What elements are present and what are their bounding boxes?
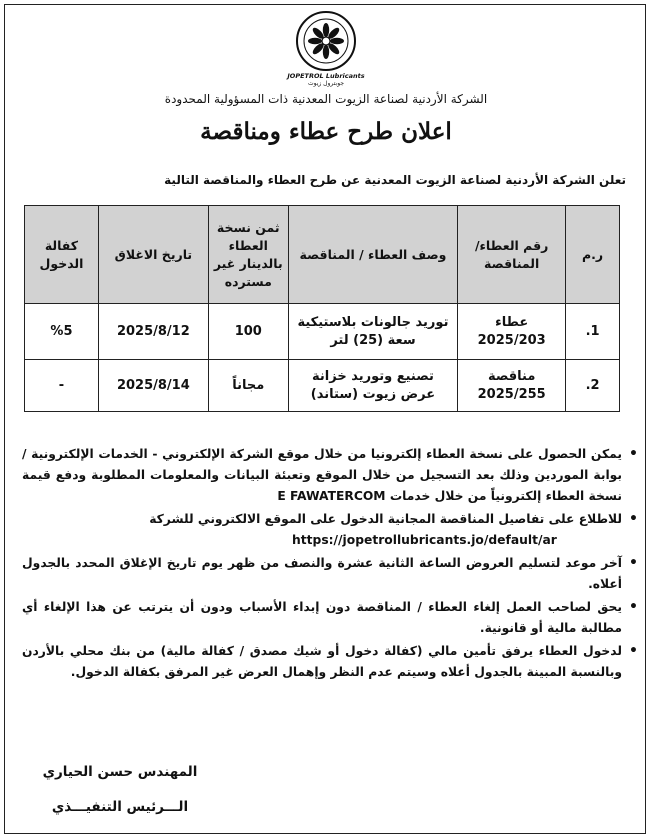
cell-desc	[288, 304, 458, 360]
cell-no: .1	[566, 304, 620, 360]
table-row	[25, 304, 620, 360]
cell-price: 100	[208, 304, 288, 360]
terms-list	[22, 444, 638, 685]
ref-number: 2025/203	[477, 332, 546, 348]
list-item	[22, 597, 638, 639]
cell-price: مجاناً	[208, 360, 288, 412]
table-row	[25, 360, 620, 412]
cell-no: .2	[566, 360, 620, 412]
cell-close: 2025/8/12	[98, 304, 208, 360]
ref-type: مناقصة	[487, 368, 536, 384]
table-header-row	[25, 206, 620, 304]
desc-line2: سعة (25) لتر	[330, 332, 416, 348]
bullet-icon: •	[629, 643, 638, 659]
signatory-name: المهندس حسن الحياري	[42, 764, 198, 780]
list-item	[22, 444, 638, 507]
list-item	[22, 641, 638, 683]
ref-type: عطاء	[495, 314, 529, 330]
cell-ref	[458, 360, 566, 412]
cell-close: 2025/8/14	[98, 360, 208, 412]
signatory-title: الـــرئيس التنفيـــذي	[51, 799, 189, 815]
desc-line1: توريد جالونات بلاستيكية	[297, 314, 449, 330]
cell-ref	[458, 304, 566, 360]
bullet-icon: •	[629, 446, 638, 462]
bullet-text-3: آخر موعد لتسليم العروض الساعة الثانية عشرة والنصف من ظهر يوم تاريخ الإغلاق المحدد بالجدول أعلاه.	[22, 556, 622, 591]
cell-bond: %5	[25, 304, 99, 360]
logo-area	[0, 10, 652, 76]
cell-desc	[288, 360, 458, 412]
brand-name-en: JOPETROL Lubricants	[287, 72, 365, 80]
list-item	[22, 509, 638, 551]
bullet-text-4: يحق لصاحب العمل إلغاء العطاء / المناقصة دون إبداء الأسباب ودون أن يترتب عن هذا الإلغاء أي مطالبة مالية أو قانونية.	[22, 600, 622, 635]
tenders-table	[24, 205, 620, 412]
bullet-icon: •	[629, 511, 638, 527]
intro-text: تعلن الشركة الأردنية لصناعة الزيوت المعدنية عن طرح العطاء والمناقصة التالية	[164, 173, 626, 187]
bullet-text-5: لدخول العطاء يرفق تأمين مالي (كفالة دخول أو شيك مصدق / كفالة مالية) من بنك محلي بالأردن وبالنسبة المبينة بالجدول أعلاه وسيتم عدم النظر وإهمال العرض غير المرفق بكفالة الدخول.	[22, 644, 622, 679]
bullet-text-1: يمكن الحصول على نسخة العطاء إلكترونيا من خلال موقع الشركة الإلكتروني - الخدمات الإلكترونية / بوابة الموردين وذلك بعد التسجيل من خلال الموقع وتعبئة البيانات والمعلومات المطلوبة ودفع قيمة نسخة العطاء إلكترونياً من خلال خدمات	[22, 447, 622, 503]
bullet-text-2: للاطلاع على تفاصيل المناقصة المجانية الدخول على الموقع الالكتروني للشركة	[149, 512, 622, 526]
brand-name-ar: جوبترول زيوت	[307, 80, 345, 87]
header-bond: كفالة الدخول	[25, 206, 99, 304]
bullet-icon: •	[629, 555, 638, 571]
header-desc: وصف العطاء / المناقصة	[288, 206, 458, 304]
cell-bond: -	[25, 360, 99, 412]
header-close: تاريخ الاغلاق	[98, 206, 208, 304]
list-item	[22, 553, 638, 595]
desc-line2: عرض زيوت (ستاند)	[310, 386, 436, 402]
ref-number: 2025/255	[477, 386, 546, 402]
header-ref: رقم العطاء/ المناقصة	[458, 206, 566, 304]
bullet-icon: •	[629, 599, 638, 615]
desc-line1: تصنيع وتوريد خزانة	[312, 368, 434, 384]
company-logo-icon	[295, 10, 357, 72]
website-link[interactable]: https://jopetrollubricants.jo/default/ar	[292, 533, 557, 547]
header-price: ثمن نسخة العطاء بالدينار غير مسترده	[208, 206, 288, 304]
company-name: الشركة الأردنية لصناعة الزيوت المعدنية ذات المسؤولية المحدودة	[164, 92, 488, 106]
efawatercom-text: E FAWATERCOM	[277, 489, 386, 503]
header-no: ر.م	[566, 206, 620, 304]
page-title: اعلان طرح عطاء ومناقصة	[200, 118, 452, 145]
